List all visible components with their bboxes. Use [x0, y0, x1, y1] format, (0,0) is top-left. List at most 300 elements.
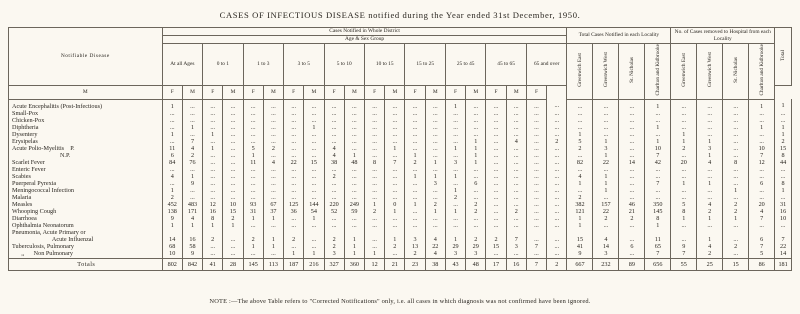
table-cell: ...: [671, 194, 697, 201]
table-cell: 2: [243, 236, 263, 243]
sex-header: M: [304, 86, 324, 100]
table-cell: 1: [749, 99, 775, 110]
table-cell: [775, 229, 792, 236]
table-cell: 4: [697, 159, 723, 166]
table-cell: ...: [425, 215, 445, 222]
disease-name: Scarlet Fever: [9, 159, 163, 166]
table-cell: ...: [304, 152, 324, 159]
table-cell: 41: [203, 258, 223, 270]
table-cell: [723, 229, 749, 236]
table-cell: ...: [223, 138, 243, 145]
table-cell: ...: [506, 145, 526, 152]
table-cell: 7: [749, 152, 775, 159]
table-cell: 22: [425, 243, 445, 250]
table-cell: ...: [645, 131, 671, 138]
table-cell: 4: [182, 215, 202, 222]
table-cell: 1: [405, 152, 425, 159]
table-cell: 802: [162, 258, 182, 270]
table-cell: ...: [547, 131, 567, 138]
table-cell: ...: [593, 117, 619, 124]
hospital-header: No. of Cases removed to Hospital from each Locality: [671, 28, 775, 44]
table-cell: 1: [697, 215, 723, 222]
table-cell: ...: [723, 222, 749, 229]
table-cell: ...: [697, 173, 723, 180]
table-cell: 1: [243, 152, 263, 159]
table-row: [9, 187, 792, 194]
table-cell: ...: [324, 138, 344, 145]
table-cell: 1: [775, 99, 792, 110]
table-cell: ...: [466, 173, 486, 180]
table-cell: ...: [619, 145, 645, 152]
table-cell: ...: [385, 180, 405, 187]
disease-name: ,, Non Pulmonary: [9, 250, 163, 258]
table-cell: ...: [526, 187, 546, 194]
table-cell: ...: [203, 250, 223, 258]
sex-header: M: [263, 86, 283, 100]
table-cell: 12: [203, 201, 223, 208]
table-cell: [324, 229, 344, 236]
table-cell: ...: [723, 194, 749, 201]
table-cell: [162, 229, 182, 236]
table-cell: ...: [486, 194, 506, 201]
table-cell: 31: [775, 201, 792, 208]
table-cell: 1: [645, 124, 671, 131]
table-cell: 25: [697, 258, 723, 270]
table-cell: ...: [619, 236, 645, 243]
table-cell: ...: [223, 236, 243, 243]
table-cell: ...: [671, 187, 697, 194]
table-cell: ...: [486, 215, 506, 222]
table-cell: ...: [182, 194, 202, 201]
table-cell: ...: [425, 194, 445, 201]
table-cell: 2: [547, 258, 567, 270]
table-cell: 1: [385, 208, 405, 215]
table-cell: ...: [385, 110, 405, 117]
table-cell: ...: [619, 194, 645, 201]
disease-header: Notifiable Disease: [9, 28, 163, 86]
table-cell: ...: [243, 131, 263, 138]
table-cell: ...: [593, 222, 619, 229]
table-cell: 1: [466, 159, 486, 166]
table-cell: 3: [405, 236, 425, 243]
table-cell: 22: [284, 159, 304, 166]
table-cell: 54: [304, 208, 324, 215]
table-cell: 2: [263, 145, 283, 152]
table-cell: ...: [324, 187, 344, 194]
table-cell: [223, 229, 243, 236]
table-cell: 1: [385, 236, 405, 243]
table-cell: 2: [223, 215, 243, 222]
table-row: [9, 138, 792, 145]
table-cell: 1: [162, 131, 182, 138]
table-cell: 4: [749, 208, 775, 215]
table-cell: ...: [486, 117, 506, 124]
table-cell: ...: [385, 222, 405, 229]
table-cell: ...: [405, 215, 425, 222]
table-cell: 20: [671, 159, 697, 166]
table-cell: 4: [425, 250, 445, 258]
table-cell: 1: [364, 201, 384, 208]
table-cell: 7: [645, 250, 671, 258]
table-cell: [304, 229, 324, 236]
table-cell: ...: [486, 145, 506, 152]
age-group-header: 3 to 5: [284, 44, 324, 86]
table-cell: 2: [506, 208, 526, 215]
table-cell: 1: [243, 215, 263, 222]
table-cell: 1: [645, 222, 671, 229]
table-cell: ...: [304, 187, 324, 194]
table-cell: ...: [263, 117, 283, 124]
table-cell: ...: [506, 152, 526, 159]
table-cell: [671, 229, 697, 236]
table-cell: ...: [567, 152, 593, 159]
table-cell: ...: [405, 131, 425, 138]
table-cell: ...: [243, 110, 263, 117]
table-cell: ...: [182, 117, 202, 124]
sex-header: F: [162, 86, 182, 100]
table-cell: 220: [324, 201, 344, 208]
age-sex-header: Age & Sex Group: [162, 36, 567, 44]
table-cell: 1: [364, 250, 384, 258]
table-cell: [445, 229, 465, 236]
table-cell: ...: [425, 117, 445, 124]
table-cell: ...: [526, 222, 546, 229]
table-cell: ...: [263, 180, 283, 187]
table-cell: 23: [405, 258, 425, 270]
table-cell: ...: [645, 187, 671, 194]
table-cell: ...: [697, 110, 723, 117]
table-cell: 1: [385, 145, 405, 152]
sex-header: F: [284, 86, 304, 100]
table-cell: 2: [445, 194, 465, 201]
table-cell: ...: [567, 110, 593, 117]
table-cell: 2: [567, 145, 593, 152]
table-cell: ...: [486, 138, 506, 145]
table-cell: ...: [344, 145, 364, 152]
table-cell: ...: [203, 187, 223, 194]
table-cell: [567, 229, 593, 236]
table-cell: ...: [304, 99, 324, 110]
table-cell: ...: [364, 124, 384, 131]
table-cell: ...: [547, 222, 567, 229]
table-cell: ...: [775, 173, 792, 180]
table-cell: 360: [344, 258, 364, 270]
table-cell: ...: [749, 131, 775, 138]
table-cell: 82: [567, 159, 593, 166]
table-cell: ...: [526, 152, 546, 159]
table-cell: 4: [567, 173, 593, 180]
table-cell: ...: [243, 250, 263, 258]
table-cell: 15: [486, 243, 506, 250]
table-cell: ...: [203, 124, 223, 131]
table-cell: ...: [324, 215, 344, 222]
table-cell: ...: [324, 124, 344, 131]
table-cell: 121: [567, 208, 593, 215]
table-cell: ...: [486, 99, 506, 110]
table-cell: [486, 229, 506, 236]
table-cell: 8: [775, 152, 792, 159]
table-cell: 4: [697, 201, 723, 208]
table-cell: ...: [405, 166, 425, 173]
table-cell: ...: [162, 124, 182, 131]
table-cell: ...: [567, 124, 593, 131]
table-cell: 14: [775, 250, 792, 258]
table-cell: ...: [364, 166, 384, 173]
table-cell: 1: [182, 173, 202, 180]
table-cell: ...: [547, 187, 567, 194]
table-cell: ...: [506, 99, 526, 110]
table-cell: ...: [223, 187, 243, 194]
table-cell: 7: [182, 138, 202, 145]
table-row: [9, 166, 792, 173]
table-cell: ...: [385, 99, 405, 110]
table-cell: ...: [385, 194, 405, 201]
table-cell: 1: [182, 222, 202, 229]
table-cell: ...: [203, 117, 223, 124]
disease-name: Chicken-Pox: [9, 117, 163, 124]
table-cell: ...: [547, 243, 567, 250]
table-cell: ...: [385, 138, 405, 145]
table-cell: ...: [526, 166, 546, 173]
table-cell: 2: [697, 250, 723, 258]
table-cell: 1: [263, 215, 283, 222]
table-cell: 144: [304, 201, 324, 208]
table-cell: 2: [466, 201, 486, 208]
table-cell: 145: [243, 258, 263, 270]
table-cell: 1: [567, 180, 593, 187]
table-cell: ...: [506, 250, 526, 258]
table-cell: 59: [344, 208, 364, 215]
table-cell: ...: [304, 166, 324, 173]
table-cell: ...: [263, 131, 283, 138]
table-cell: 1: [645, 138, 671, 145]
sex-header: F: [203, 86, 223, 100]
disease-name: Small-Pox: [9, 110, 163, 117]
table-cell: 1: [344, 250, 364, 258]
age-group-header: 15 to 25: [405, 44, 445, 86]
table-cell: ...: [547, 99, 567, 110]
table-cell: ...: [263, 187, 283, 194]
disease-name: Pneumonia, Acute Primary or: [9, 229, 163, 236]
total-header: Total: [775, 28, 792, 86]
table-cell: ...: [593, 131, 619, 138]
table-cell: ...: [385, 250, 405, 258]
age-group-header: 65 and over: [526, 44, 567, 86]
table-cell: ...: [526, 159, 546, 166]
table-cell: 3: [506, 243, 526, 250]
table-cell: 10: [223, 201, 243, 208]
disease-name: Acute Polio-Myelitis P.: [9, 145, 163, 152]
table-cell: ...: [697, 194, 723, 201]
table-cell: 16: [182, 236, 202, 243]
table-cell: 1: [203, 131, 223, 138]
table-cell: ...: [364, 99, 384, 110]
table-cell: 7: [526, 258, 546, 270]
table-cell: ...: [526, 250, 546, 258]
table-cell: 2: [203, 236, 223, 243]
table-cell: ...: [223, 243, 243, 250]
table-cell: 7: [385, 159, 405, 166]
sex-header: M: [425, 86, 445, 100]
table-cell: 15: [567, 236, 593, 243]
table-cell: ...: [466, 215, 486, 222]
age-group-header: 45 to 65: [486, 44, 526, 86]
table-cell: ...: [619, 222, 645, 229]
table-cell: ...: [385, 166, 405, 173]
table-cell: 1: [593, 152, 619, 159]
table-cell: 4: [425, 236, 445, 243]
table-cell: ...: [547, 215, 567, 222]
table-cell: 37: [263, 208, 283, 215]
table-cell: ...: [645, 194, 671, 201]
table-cell: ...: [243, 138, 263, 145]
table-cell: 1: [445, 99, 465, 110]
table-cell: 382: [567, 201, 593, 208]
table-cell: ...: [567, 99, 593, 110]
table-cell: ...: [405, 222, 425, 229]
table-cell: ...: [723, 145, 749, 152]
table-cell: ...: [697, 187, 723, 194]
table-cell: 1: [445, 145, 465, 152]
table-cell: 1: [425, 173, 445, 180]
table-cell: 6: [466, 180, 486, 187]
table-cell: ...: [344, 110, 364, 117]
table-cell: ...: [775, 166, 792, 173]
table-cell: ...: [697, 124, 723, 131]
sex-header: M: [385, 86, 405, 100]
table-cell: ...: [466, 222, 486, 229]
table-cell: 44: [775, 159, 792, 166]
table-cell: 2: [619, 215, 645, 222]
table-cell: 76: [182, 159, 202, 166]
table-cell: ...: [304, 131, 324, 138]
table-cell: 187: [284, 258, 304, 270]
disease-name: Ophthalmia Neonatorum: [9, 222, 163, 229]
table-cell: 4: [506, 138, 526, 145]
sex-header: F: [405, 86, 425, 100]
hospital-locality-column-header: Charlton and Kidbrooke: [749, 44, 775, 100]
disease-name: Dysentery: [9, 131, 163, 138]
table-cell: 1: [567, 222, 593, 229]
table-cell: 7: [526, 243, 546, 250]
table-cell: [263, 229, 283, 236]
table-cell: 1: [304, 124, 324, 131]
table-cell: ...: [405, 208, 425, 215]
table-cell: ...: [344, 180, 364, 187]
table-row: [9, 229, 792, 236]
table-cell: 29: [466, 243, 486, 250]
table-cell: ...: [162, 180, 182, 187]
table-cell: ...: [593, 166, 619, 173]
table-cell: 12: [364, 258, 384, 270]
table-cell: 1: [671, 180, 697, 187]
table-cell: 9: [162, 215, 182, 222]
table-cell: 1: [567, 131, 593, 138]
table-cell: ...: [619, 124, 645, 131]
table-cell: ...: [324, 222, 344, 229]
table-cell: 36: [284, 208, 304, 215]
table-cell: 7: [506, 236, 526, 243]
table-cell: ...: [324, 180, 344, 187]
table-cell: ...: [304, 117, 324, 124]
table-cell: ...: [486, 201, 506, 208]
table-cell: 1: [162, 99, 182, 110]
table-cell: ...: [223, 99, 243, 110]
sex-header: F: [445, 86, 465, 100]
table-cell: ...: [526, 208, 546, 215]
table-cell: ...: [364, 180, 384, 187]
table-cell: 2: [405, 250, 425, 258]
table-cell: 4: [263, 159, 283, 166]
table-cell: 21: [619, 208, 645, 215]
table-cell: ...: [344, 173, 364, 180]
table-cell: ...: [619, 138, 645, 145]
table-cell: ...: [775, 222, 792, 229]
table-cell: ...: [385, 187, 405, 194]
table-cell: 15: [304, 159, 324, 166]
table-cell: ...: [263, 250, 283, 258]
table-cell: ...: [425, 110, 445, 117]
table-cell: 350: [645, 201, 671, 208]
table-cell: 1: [593, 173, 619, 180]
table-cell: 8: [775, 180, 792, 187]
table-cell: ...: [364, 173, 384, 180]
table-cell: 1: [466, 152, 486, 159]
table-cell: ...: [263, 166, 283, 173]
table-cell: 1: [775, 124, 792, 131]
table-cell: 0: [385, 201, 405, 208]
table-cell: 8: [203, 215, 223, 222]
table-cell: 3: [593, 145, 619, 152]
table-cell: 8: [364, 159, 384, 166]
table-cell: [243, 229, 263, 236]
table-cell: 157: [593, 201, 619, 208]
table-cell: 9: [567, 250, 593, 258]
table-cell: ...: [619, 250, 645, 258]
table-cell: [385, 229, 405, 236]
table-cell: ...: [506, 201, 526, 208]
hospital-locality-column-header: St. Nicholas: [723, 44, 749, 100]
table-cell: ...: [364, 110, 384, 117]
table-cell: ...: [223, 194, 243, 201]
table-cell: ...: [697, 166, 723, 173]
table-cell: ...: [304, 173, 324, 180]
table-row: [9, 173, 792, 180]
table-cell: 2: [284, 236, 304, 243]
disease-name: N.P.: [9, 152, 163, 159]
table-cell: 46: [619, 201, 645, 208]
table-cell: 113: [263, 258, 283, 270]
table-cell: 3: [445, 250, 465, 258]
table-cell: [593, 229, 619, 236]
table-cell: ...: [263, 222, 283, 229]
table-cell: ...: [506, 173, 526, 180]
table-row: [9, 180, 792, 187]
table-cell: ...: [425, 99, 445, 110]
table-cell: ...: [385, 152, 405, 159]
table-cell: 2: [425, 201, 445, 208]
table-cell: ...: [203, 159, 223, 166]
table-cell: ...: [506, 159, 526, 166]
table-cell: ...: [425, 166, 445, 173]
table-cell: 656: [645, 258, 671, 270]
table-cell: ...: [344, 117, 364, 124]
sex-header: F: [243, 86, 263, 100]
table-cell: ...: [405, 124, 425, 131]
table-cell: ...: [223, 173, 243, 180]
table-cell: ...: [506, 166, 526, 173]
table-row: [9, 236, 792, 243]
